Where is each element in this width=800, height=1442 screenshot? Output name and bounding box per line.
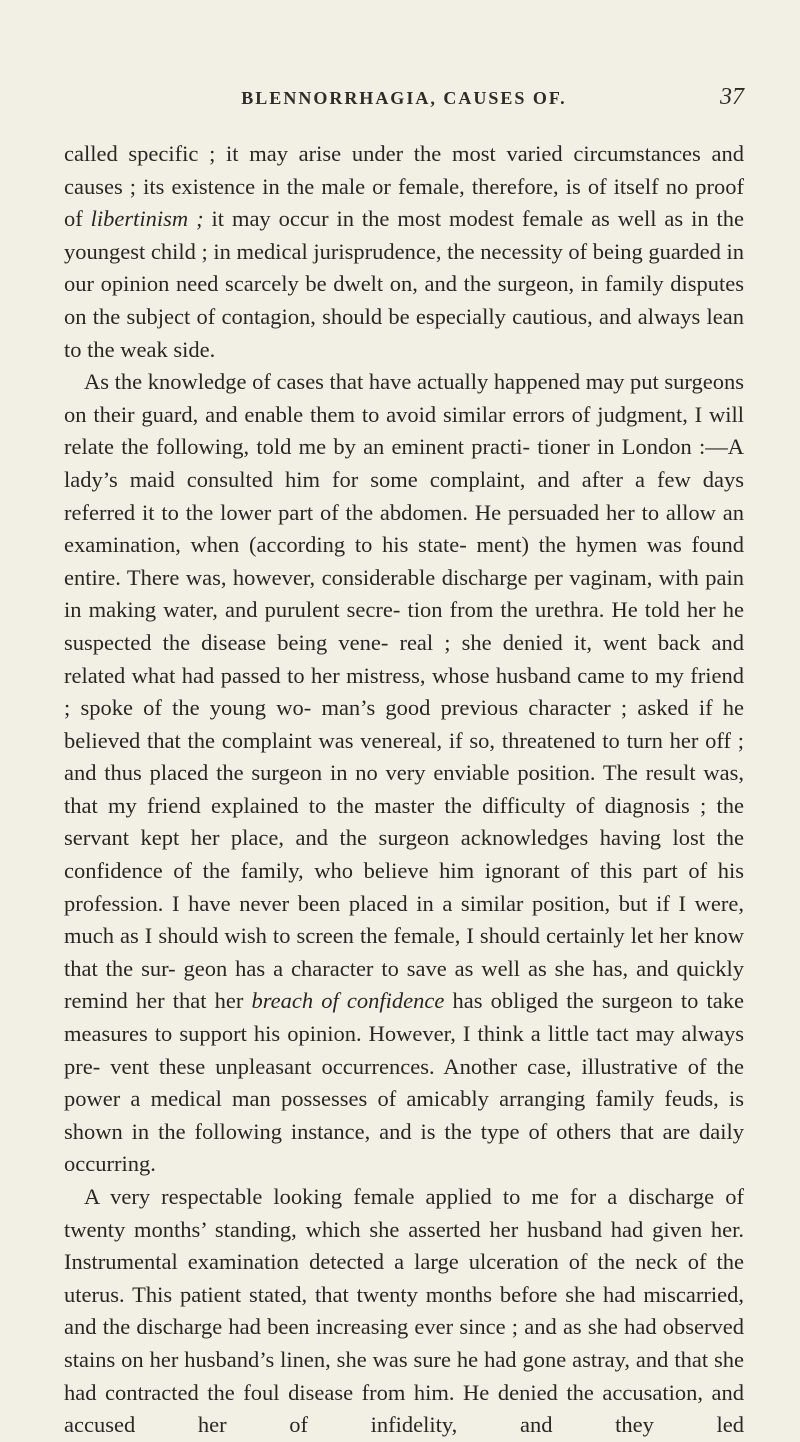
- text-segment: As the knowledge of cases that have actually happened may put surgeons on their guard, and enable them to avoid similar errors of judgment, I will relate the following, told me by an eminent practi- tioner in London :—A lady’s maid consulted him for some complaint, and after a few days referred it to the lower part of the abdomen. He persuaded her to allow an examination, when (according to his state- ment) the hymen was found entire. There was, however, considerable discharge per vaginam, with pain in making water, and purulent secre- tion from the urethra. He told her he suspected the disease being vene- real ; she denied it, went back and related what had passed to her mistress, whose husband came to my friend ; spoke of the young wo- man’s good previous character ; asked if he believed that the complaint was venereal, if so, threatened to turn her off ; and thus placed the surgeon in no very enviable position. The result was, that my friend explained to the master the difficulty of diagnosis ; the servant kept her place, and the surgeon acknowledges having lost the confidence of the family, who believe him ignorant of this part of his profession. I have never been placed in a similar position, but if I were, much as I should wish to screen the female, I should certainly let her know that the sur- geon has a character to save as well as she has, and quickly remind her that her: [64, 369, 745, 1014]
- running-head: [64, 84, 744, 122]
- text-segment: has obliged the surgeon to take measures to support his opinion. However, I think a little tact may always pre- vent these unpleasant occurrences. Another case, illustrative of the power a medical man possesses of amicably arranging family feuds, is shown in the following instance, and is the type of others that are daily occurring.: [64, 988, 744, 1177]
- italic-term-breach-of-confidence: breach of confidence: [251, 988, 445, 1014]
- italic-term-libertinism: libertinism ;: [90, 206, 204, 232]
- paragraph-continuation: [64, 138, 744, 366]
- text-segment: it may occur in the most modest female as well as in the youngest child ; in medical jurisprudence, the necessity of being guarded in our opinion need scarcely be dwelt on, and the surgeon, in family disputes on the subject of contagion, should be especially cautious, and always lean to the weak side.: [64, 206, 744, 362]
- text-segment: called specific ; it may arise under the most varied circumstances and causes ; its existence in the male or female, therefore, is of itself no proof of: [64, 141, 744, 232]
- body-text: [64, 138, 744, 1442]
- page-number: 37: [720, 84, 744, 110]
- running-head-title: BLENNORRHAGIA, CAUSES OF.: [241, 88, 567, 108]
- paragraph-case-ladys-maid: [64, 366, 744, 1181]
- text-segment: A very respectable looking female applied to me for a discharge of twenty months’ standing, which she asserted her husband had given her. Instrumental examination detected a large ulceration of the neck of the uterus. This patient stated, that twenty months before she had miscarried, and the discharge had been increasing ever since ; and as she had observed stains on her husband’s linen, she was sure he had gone astray, and that she had contracted the foul disease from him. He denied the accusation, and accused her of infidelity, and they led: [64, 1184, 744, 1438]
- paragraph-case-respectable-female: [64, 1181, 744, 1442]
